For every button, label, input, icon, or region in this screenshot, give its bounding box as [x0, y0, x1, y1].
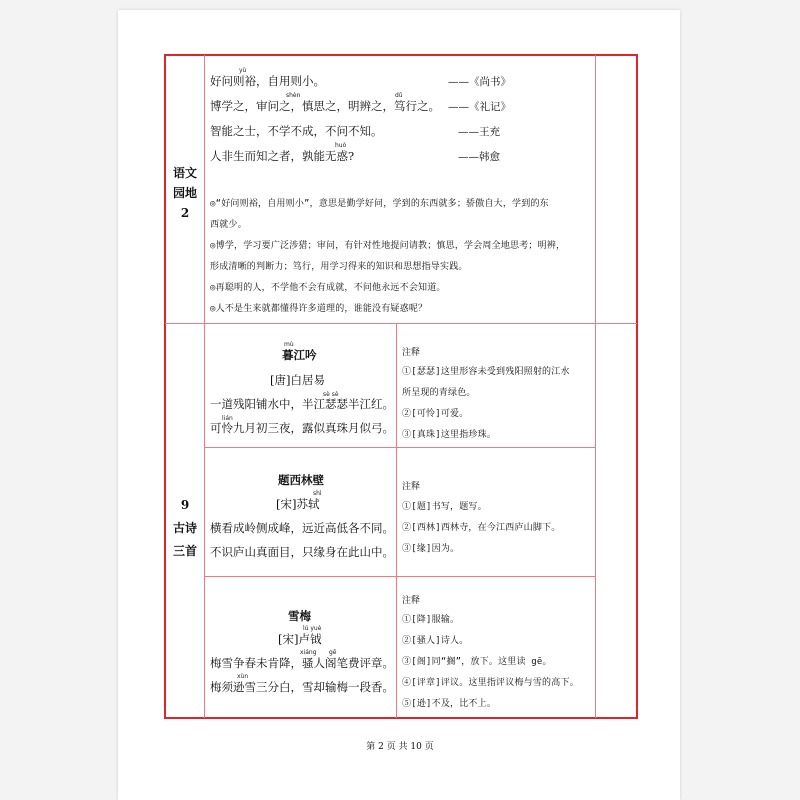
- explanation-line: ◎“好问则裕，自用则小”，意思是勤学好问，学到的东西就多；骄傲自大，学到的东: [210, 199, 549, 209]
- quote-source: ——《尚书》: [448, 76, 511, 88]
- note-line: ⑤[逊]不及，比不上。: [402, 699, 497, 709]
- pinyin-annotation: shì: [313, 490, 322, 497]
- pinyin-annotation: lián: [222, 415, 233, 422]
- row-divider: [165, 323, 637, 324]
- notes-header: 注释: [402, 482, 421, 492]
- notes-header: 注释: [402, 348, 421, 358]
- explanation-line: ◎人不是生来就都懂得许多道理的，谁能没有疑惑呢？: [210, 304, 428, 314]
- poem-author: [宋]卢钺: [278, 632, 322, 646]
- note-line: ②[骚人]诗人。: [402, 636, 469, 646]
- note-line: ②[西林]西林寺，在今江西庐山脚下。: [402, 523, 561, 533]
- notes-divider: [396, 324, 397, 718]
- pinyin-annotation: mù: [284, 341, 294, 348]
- note-line: ①[降]服输。: [402, 615, 460, 625]
- note-line: 所呈现的青绿色。: [402, 388, 476, 398]
- poem-title: 雪梅: [288, 609, 311, 623]
- notes-header: 注释: [402, 596, 421, 606]
- column-divider: [204, 55, 205, 718]
- poem-title: 题西林壁: [278, 473, 324, 487]
- explanation-line: ◎博学，学习要广泛涉猎；审问，有针对性地提问请教；慎思，学会周全地思考；明辨，: [210, 241, 566, 251]
- note-line: ②[可怜]可爱。: [402, 409, 469, 419]
- note-line: ③[阁]同“搁”，放下。这里读 gē。: [402, 657, 552, 667]
- page-footer: 第 2 页 共 10 页: [366, 742, 434, 752]
- explanation-line: 形成清晰的判断力；笃行，用学习得来的知识和思想指导实践。: [210, 262, 468, 272]
- poem-line: 不识庐山真面目，只缘身在此山中。: [210, 545, 394, 559]
- poem-line: 梅须逊雪三分白，雪却输梅一段香。: [210, 680, 394, 694]
- quote-source: ——韩愈: [458, 151, 500, 163]
- quote-source: ——《礼记》: [448, 101, 511, 113]
- poem-title: 暮江吟: [282, 348, 317, 362]
- explanation-line: 西就少。: [210, 220, 247, 230]
- pinyin-annotation: gē: [329, 649, 337, 656]
- poem-line: 横看成岭侧成峰，远近高低各不同。: [210, 521, 394, 535]
- quote-text: 好问则裕，自用则小。: [210, 74, 325, 88]
- poem-author: [宋]苏轼: [276, 497, 320, 511]
- pinyin-annotation: xiáng: [300, 649, 317, 656]
- note-line: ①[题]书写，题写。: [402, 502, 487, 512]
- poem-divider: [204, 576, 596, 577]
- pinyin-annotation: sè sè: [323, 391, 339, 398]
- pinyin-annotation: shèn: [286, 92, 301, 99]
- pinyin-annotation: yù: [239, 67, 247, 74]
- note-line: ④[评章]评议。这里指评议梅与雪的高下。: [402, 678, 579, 688]
- quote-source: ——王充: [458, 126, 500, 138]
- poem-line: 一道残阳铺水中，半江瑟瑟半江红。: [210, 397, 394, 411]
- pinyin-annotation: dǔ: [395, 92, 403, 99]
- section-label-gushi: 9 古诗 三首: [172, 498, 197, 558]
- note-line: ③[真珠]这里指珍珠。: [402, 430, 497, 440]
- poem-line: 梅雪争春未肯降，骚人阁笔费评章。: [210, 656, 394, 670]
- poem-divider: [204, 447, 596, 448]
- quote-text: 智能之士，不学不成，不问不知。: [210, 124, 383, 138]
- explanation-line: ◎再聪明的人，不学他不会有成就，不问他永远不会知道。: [210, 283, 446, 293]
- poem-line: 可怜九月初三夜，露似真珠月似弓。: [210, 421, 394, 435]
- pinyin-annotation: lú yuè: [303, 625, 322, 632]
- note-line: ③[缘]因为。: [402, 544, 460, 554]
- pinyin-annotation: xùn: [237, 673, 249, 680]
- quote-text: 人非生而知之者，孰能无惑?: [210, 149, 355, 163]
- section-label-yuwen: 语文 园地 2: [172, 166, 197, 220]
- quote-text: 博学之，审问之，慎思之，明辨之，笃行之。: [210, 99, 440, 113]
- poem-author: [唐]白居易: [270, 373, 325, 387]
- note-line: ①[瑟瑟]这里形容未受到残阳照射的江水: [402, 367, 570, 377]
- column-divider: [595, 55, 596, 718]
- pinyin-annotation: huò: [335, 142, 347, 149]
